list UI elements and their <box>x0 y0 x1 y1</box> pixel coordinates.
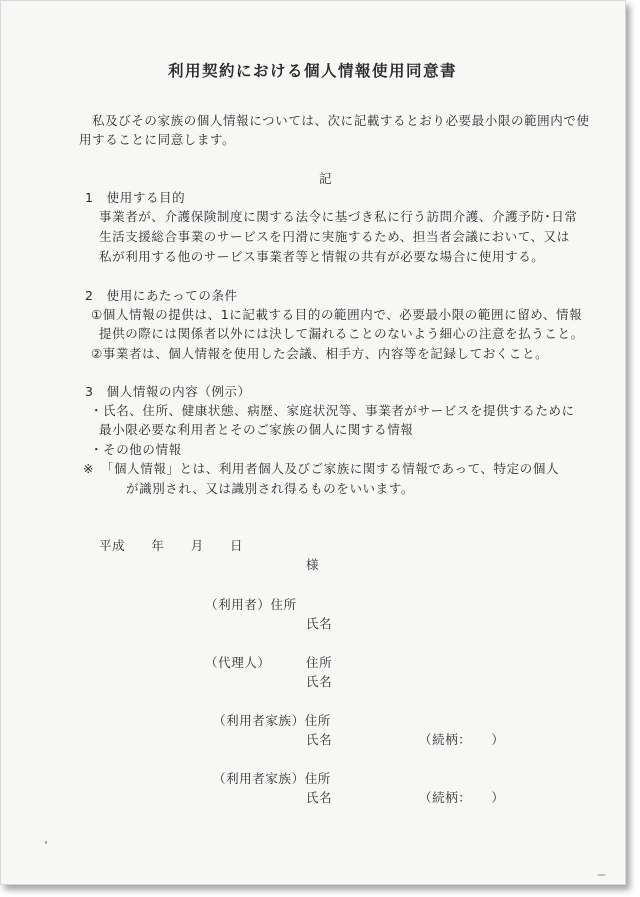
family1-name-label: 氏名 <box>306 732 333 747</box>
family1-address-label: （利用者家族）住所 <box>213 713 331 728</box>
section2-heading: 2 使用にあたっての条件 <box>85 288 238 303</box>
section3-note-1: ※ 「個人情報」とは、利用者個人及びご家族に関する情報であって、特定の個人 <box>83 461 560 476</box>
addressee-suffix: 様 <box>306 557 320 572</box>
section1-line-3: 私が利用する他のサービス事業者等と情報の共有が必要な場合に使用する。 <box>99 249 545 264</box>
section3-bullet-1-cont: 最小限必要な利用者とそのご家族の個人に関する情報 <box>99 422 414 437</box>
section2-item-1: ①個人情報の提供は、1に記載する目的の範囲内で、必要最小限の範囲に留め、情報 <box>91 307 583 322</box>
section3-bullet-1: ・氏名、住所、健康状態、病歴、家庭状況等、事業者がサービスを提供するために <box>90 403 575 418</box>
section1-line-2: 生活支援総合事業のサービスを円滑に実施するため、担当者会議において、又は <box>99 229 570 244</box>
intro-line-1: 私及びその家族の個人情報については、次に記載するとおり必要最小限の範囲内で使 <box>92 113 590 128</box>
family2-address-label: （利用者家族）住所 <box>213 771 331 786</box>
date-line: 平成 年 月 日 <box>99 538 244 553</box>
scan-speck <box>597 874 606 876</box>
intro-line-2: 用することに同意します。 <box>79 132 236 147</box>
section2-item-2: ②事業者は、個人情報を使用した会議、相手方、内容等を記録しておくこと。 <box>91 346 549 361</box>
document-title: 利用契約における個人情報使用同意書 <box>168 62 458 80</box>
ki-marker: 記 <box>319 171 333 186</box>
section2-item-1-cont: 提供の際には関係者以外には決して漏れることのないよう細心の注意を払うこと。 <box>99 326 584 341</box>
user-address-label: （利用者）住所 <box>205 597 297 612</box>
section3-note-2: が識別され、又は識別され得るものをいいます。 <box>126 481 414 496</box>
user-name-label: 氏名 <box>306 616 333 631</box>
family2-relation-label: （続柄： ） <box>419 790 505 805</box>
family1-relation-label: （続柄： ） <box>419 732 505 747</box>
family2-name-label: 氏名 <box>306 790 333 805</box>
agent-name-label: 氏名 <box>306 674 333 689</box>
agent-label: （代理人） <box>205 655 271 670</box>
section1-heading: 1 使用する目的 <box>85 190 186 205</box>
scan-speck <box>45 841 47 844</box>
agent-address-label: 住所 <box>306 655 333 670</box>
section1-line-1: 事業者が、介護保険制度に関する法令に基づき私に行う訪問介護、介護予防･日常 <box>99 209 578 224</box>
section3-bullet-2: ・その他の情報 <box>90 442 182 457</box>
section3-heading: 3 個人情報の内容（例示） <box>85 384 251 399</box>
